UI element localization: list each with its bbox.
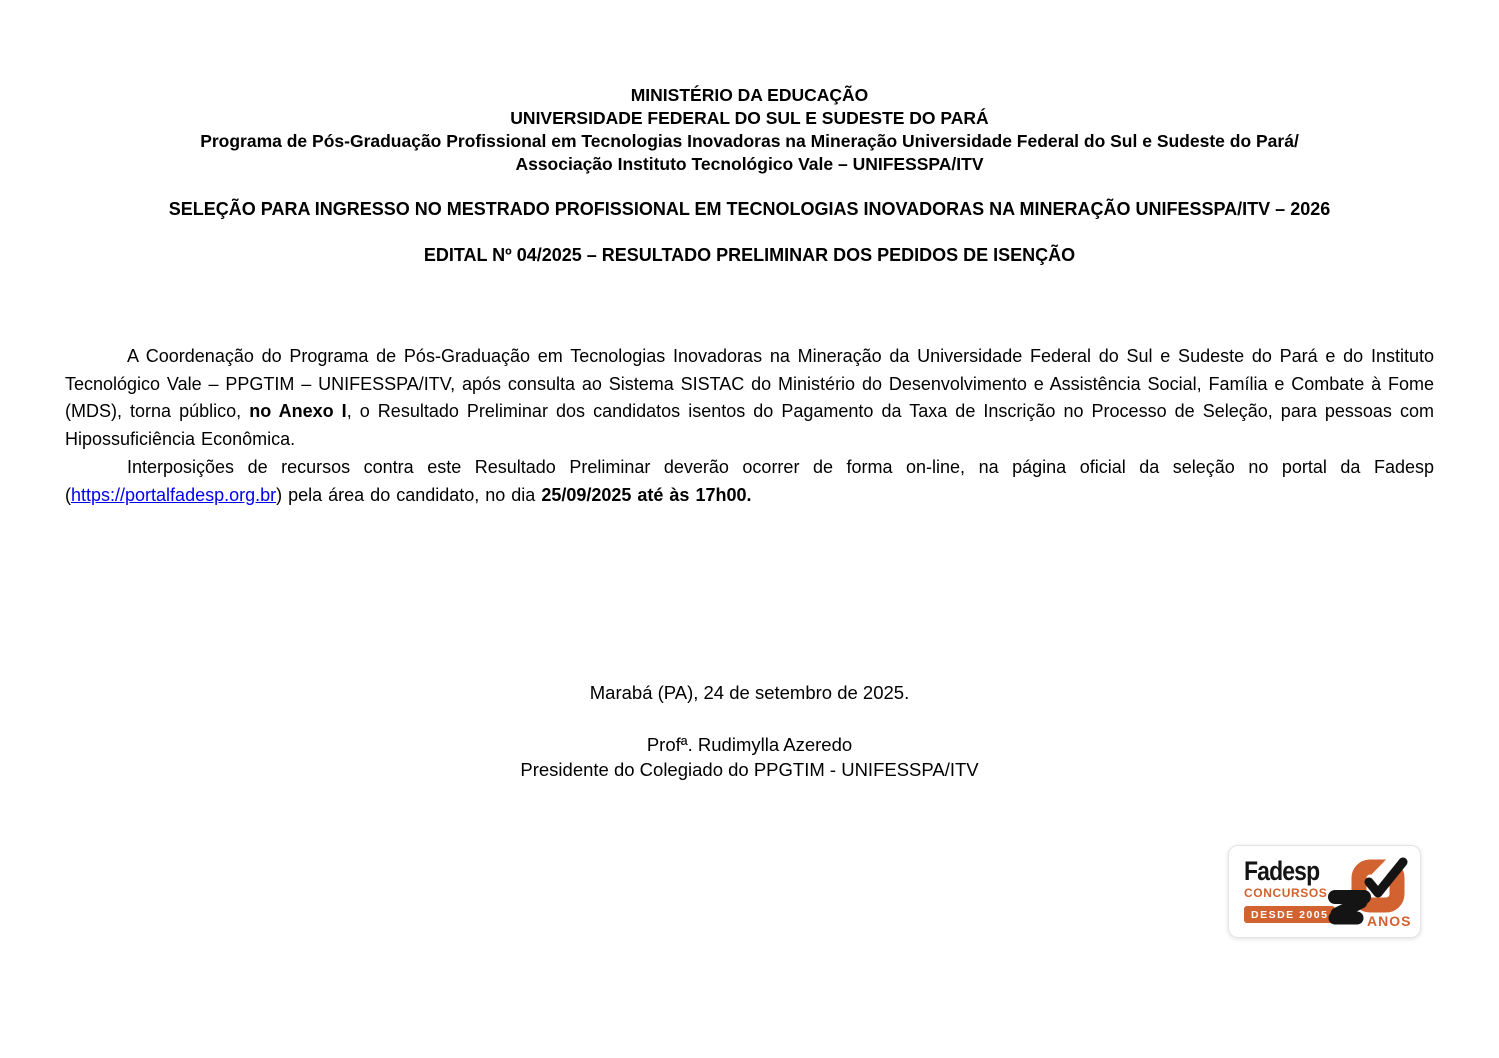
header-association: Associação Instituto Tecnológico Vale – UNIFESSPA/ITV <box>515 154 984 174</box>
paragraph-2-text-mid: ) pela área do candidato, no dia <box>276 484 542 505</box>
anexo-bold-text: no Anexo I <box>249 401 347 422</box>
date-place-line: Marabá (PA), 24 de setembro de 2025. <box>589 682 910 703</box>
fadesp-concursos-text: CONCURSOS <box>1244 886 1328 900</box>
signer-name: Profª. Rudimylla Azeredo <box>646 734 853 755</box>
deadline-bold-text: 25/09/2025 até às 17h00. <box>541 484 752 505</box>
paragraph-announcement <box>65 343 1434 454</box>
signature-block <box>0 732 1499 782</box>
fadesp-logo-text-column <box>1244 856 1329 923</box>
fadesp-20-anos-icon <box>1326 854 1416 932</box>
document-header <box>65 84 1434 176</box>
header-university: UNIVERSIDADE FEDERAL DO SUL E SUDESTE DO PARÁ <box>510 108 989 128</box>
edital-title: EDITAL Nº 04/2025 – RESULTADO PRELIMINAR DOS PEDIDOS DE ISENÇÃO <box>423 245 1076 265</box>
header-program: Programa de Pós-Graduação Profissional em Tecnologias Inovadoras na Mineração Universidade Federal do Sul e Sudeste do Pará/ <box>200 131 1299 151</box>
fadesp-logo <box>1228 845 1421 938</box>
portal-fadesp-link[interactable]: https://portalfadesp.org.br <box>71 484 277 505</box>
fadesp-desde-badge: DESDE 2005 <box>1244 906 1335 923</box>
paragraph-1-text-end: , o Resultado Preliminar dos candidatos isentos do Pagamento da Taxa de Inscrição no Processo de Seleção, para pessoas com Hipossuficiência Econômica. <box>65 401 1434 450</box>
document-body <box>65 343 1434 509</box>
paragraph-recursos <box>65 454 1434 509</box>
selection-title: SELEÇÃO PARA INGRESSO NO MESTRADO PROFISSIONAL EM TECNOLOGIAS INOVADORAS NA MINERAÇÃO UNIFESSPA/ITV – 2026 <box>168 199 1331 219</box>
header-ministry: MINISTÉRIO DA EDUCAÇÃO <box>630 85 869 105</box>
paragraph-1-text: A Coordenação do Programa de Pós-Graduação em Tecnologias Inovadoras na Mineração da Universidade Federal do Sul e Sudeste do Pará e do Instituto Tecnológico Vale – PPGTIM – UNIFESSPA/ITV, após consulta ao Sistema SISTAC do Ministério do Desenvolvimento e Assistência Social, Família e Combate à Fome (MDS), torna público, <box>65 346 1434 422</box>
paragraph-2-text: Interposições de recursos contra este Resultado Preliminar deverão ocorrer de forma on-line, na página oficial da seleção no portal da Fadesp ( <box>65 456 1434 505</box>
signer-title: Presidente do Colegiado do PPGTIM - UNIFESSPA/ITV <box>520 759 979 780</box>
fadesp-anos-text: ANOS <box>1367 913 1412 929</box>
fadesp-brand-text: Fadesp <box>1244 856 1320 886</box>
